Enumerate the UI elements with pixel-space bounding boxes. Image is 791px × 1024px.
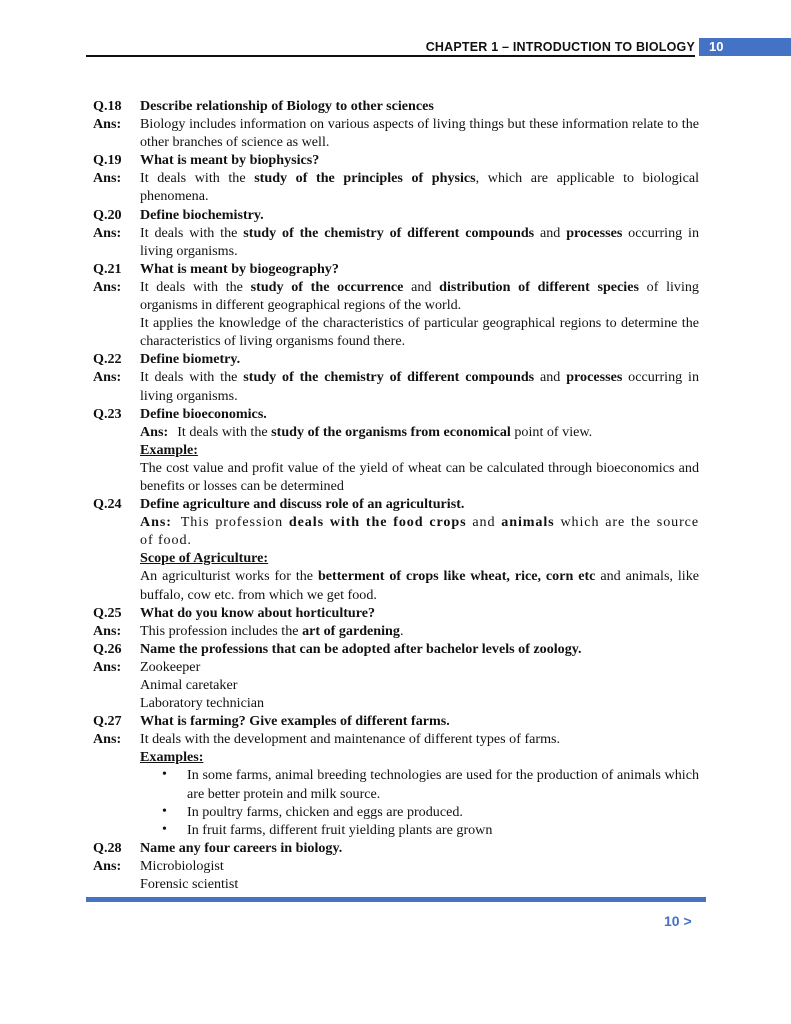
answer-22: Ans: It deals with the study of the chemistry of different compounds and processes occurring in living organisms. [93,369,699,404]
answer-21: Ans: It deals with the study of the occurrence and distribution of different species of living organisms in different geographical regions of the world. [93,278,699,314]
examples-heading-27: Examples: [140,749,204,766]
footer-page-number: 10 > [664,913,692,929]
question-28: Q.28 Name any four careers in biology. [93,839,343,856]
answer-24: Ans: This profession deals with the food crops and animals which are the source of food. [140,514,699,549]
question-20: Q.20 Define biochemistry. [93,206,264,223]
examples-list-27 [93,766,699,838]
question-22: Q.22 Define biometry. [93,351,241,368]
answer-20: Ans: It deals with the study of the chemistry of different compounds and processes occurring in living organisms. [93,224,699,259]
answer-28: Ans: Microbiologist [93,857,224,874]
question-21: Q.21 What is meant by biogeography? [93,260,339,277]
scope-text-24: An agriculturist works for the betterment of crops like wheat, rice, corn etc and animals, like buffalo, cow etc. from which we get food. [140,568,699,603]
question-27: Q.27 What is farming? Give examples of different farms. [93,713,450,730]
answer-23: Ans: It deals with the study of the organisms from economical point of view. [140,423,593,440]
list-item: • In fruit farms, different fruit yielding plants are grown [140,821,699,839]
scope-heading-24: Scope of Agriculture: [140,550,269,567]
example-text-23: The cost value and profit value of the yield of wheat can be calculated through bioeconomics and benefits or losses can be determined [140,459,699,494]
question-26: Q.26 Name the professions that can be adopted after bachelor levels of zoology. [93,640,582,657]
chapter-title: CHAPTER 1 – INTRODUCTION TO BIOLOGY [425,40,695,54]
answer-25: Ans: This profession includes the art of gardening. [93,622,404,639]
answer-26-line: Laboratory technician [140,695,265,712]
example-heading-23: Example: [140,441,198,458]
qa-content [93,97,699,893]
list-item: • In some farms, animal breeding technologies are used for the production of animals which are better protein and milk source. [140,766,699,802]
answer-21-continuation: It applies the knowledge of the characteristics of particular geographical regions to determine the characteristics of living organisms found there. [140,315,699,350]
footer-bar [86,897,706,902]
header-page-number: 10 [699,38,791,56]
answer-18: Ans: Biology includes information on various aspects of living things but these information relate to the other branches of science as well. [93,116,699,151]
question-25: Q.25 What do you know about horticulture? [93,604,376,621]
header-rule [86,55,695,57]
page-header [86,38,791,56]
question-18: Q.18 Describe relationship of Biology to other sciences [93,98,434,114]
list-item: • In poultry farms, chicken and eggs are produced. [140,803,699,821]
question-24: Q.24 Define agriculture and discuss role of an agriculturist. [93,496,465,513]
answer-26: Ans: Zookeeper [93,658,201,675]
answer-26-line: Animal caretaker [140,677,238,693]
question-19: Q.19 What is meant by biophysics? [93,152,320,169]
answer-27: Ans: It deals with the development and maintenance of different types of farms. [93,731,561,748]
question-23: Q.23 Define bioeconomics. [93,405,267,422]
answer-28-line: Forensic scientist [140,876,239,893]
answer-19: Ans: It deals with the study of the principles of physics, which are applicable to biological phenomena. [93,170,700,205]
